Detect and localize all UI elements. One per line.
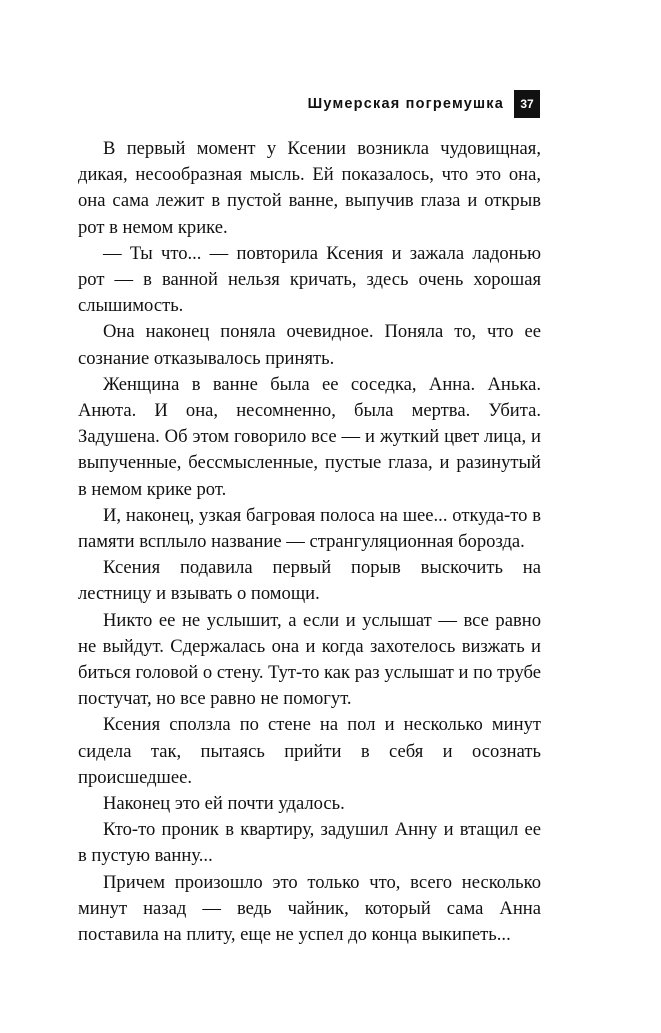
paragraph: Женщина в ванне была ее соседка, Анна. Анька. Анюта. И она, несомненно, была мертва. Убита. Задушена. Об этом говорило все — и жуткий цвет лица, и выпученные, бессмысленные, пустые глаза, и разинутый в немом крике рот. <box>78 373 541 500</box>
paragraph: Наконец это ей почти удалось. <box>103 793 345 815</box>
paragraph: Ксения сползла по стене на пол и несколько минут сидела так, пытаясь прийти в себя и осознать происшедшее. <box>78 714 541 788</box>
paragraph: И, наконец, узкая багровая полоса на шее... откуда-то в памяти всплыло название — странгуляционная борозда. <box>78 504 541 553</box>
paragraph: В первый момент у Ксении возникла чудовищная, дикая, несообразная мысль. Ей показалось, что это она, она сама лежит в пустой ванне, выпучив глаза и открыв рот в немом крике. <box>78 138 541 238</box>
paragraph: Никто ее не услышит, а если и услышат — все равно не выйдут. Сдержалась она и когда захотелось визжать и биться головой о стену. Тут-то как раз услышат и по трубе постучат, но все равно не помогут. <box>78 609 541 710</box>
page-header <box>0 89 540 119</box>
running-title: Шумерская погремушка <box>307 96 504 112</box>
paragraph: Причем произошло это только что, всего несколько минут назад — ведь чайник, который сама Анна поставила на плиту, еще не успел до конца выкипеть... <box>78 871 541 946</box>
paragraph: Ксения подавила первый порыв выскочить на лестницу и взывать о помощи. <box>78 557 541 605</box>
page-number: 37 <box>514 90 540 118</box>
paragraph: — Ты что... — повторила Ксения и зажала ладонью рот — в ванной нельзя кричать, здесь очень хорошая слышимость. <box>78 242 541 317</box>
paragraph: Кто-то проник в квартиру, задушил Анну и втащил ее в пустую ванну... <box>78 819 541 867</box>
body-text <box>78 136 541 948</box>
paragraph: Она наконец поняла очевидное. Поняла то, что ее сознание отказывалось принять. <box>78 321 541 369</box>
